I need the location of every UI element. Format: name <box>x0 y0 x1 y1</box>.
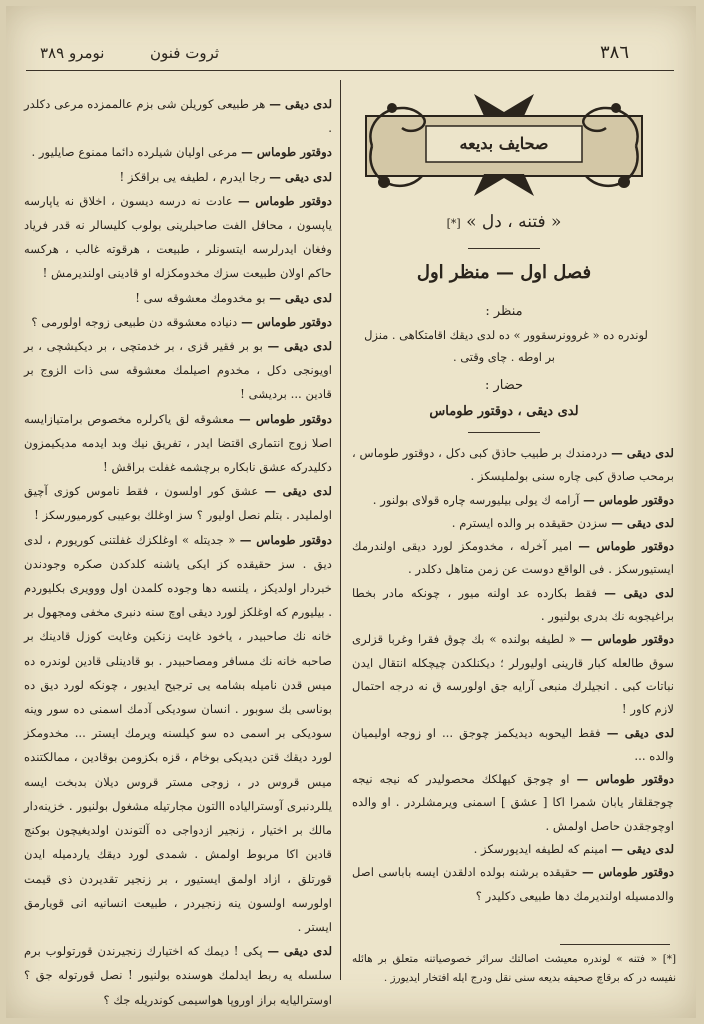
left-column-dialogue <box>24 92 332 1012</box>
dialogue-text: سزدن حقیقده بر والده ایسترم . <box>451 515 608 530</box>
speaker-name: دوقتور طوماس — <box>580 632 674 647</box>
dialogue-text: دردمندك بر طبیب حاذق كبی دكل ، دوقتور طوماس ، برمحب صادق كبی چاره سنی بولملیسكز . <box>352 446 674 484</box>
cast-list: لدی دیقی ، دوقتور طوماس <box>429 404 579 419</box>
dialogue-line <box>24 407 332 480</box>
dialogue-line <box>352 442 674 489</box>
dialogue-text: امیر آخرله ، مخدومكز لورد دیقی اولندرمك ایستیورسكز . فی الواقع دوست عن زمن متاهل دكلدر . <box>352 539 674 577</box>
dialogue-line <box>24 189 332 286</box>
dialogue-text: « جدیتله » اوغلكزك غفلتنی كوریورم ، لدی دیق . سز حقیقده كز ایكی یاشنه كلدكدن صكره وجودندن خبردار اولدیكز ، یلنسه دها وجوده كلمدن اول ووویری بكلیوردم . بیلیورم كه اوغلكز لورد دیقی اوچ سنه دنبری مخفی ومجهول بر خانه نك صاحبیدر ، یاخود غایت زنكین وغایت كوزل قادینك بر صاحبه خانه نك مسافر ومصاحبیدر . بو قادینلی قادین لوندره ده میس قدن نامیله بشامه یی ترجیح ایدیور ، چونكه لورد دیق ده بوناسی بك سوبور . انسان سودیكی آدمك اسمنی ده سور وینه سودیكی بر اسمی ده سو كیلسنه ویرمك ایستر ... مخدومكز لورد دیقك قتن دیدیكی بوخام ، قزه بكزومن بوقادین ، ممالكتنده میس قروس در ، زوجی مستر قروس دیلان بدبخت ایسه یللردنبری آوسترالیاده االتون مجارتیله مشغول بولنیور . خزینه‌دار مالك بر اختیار ، زنجیر ازدواجی ده آلتوندن اولدیغیچون بوكنج قادین اكا مربوط اولمش . شمدی لورد دیقك یاردمیله ایدن قورتلق ، ازاد اولمق ایستیور ، بر زنجیر تقدیردن ذی قیمت اولورسه اولسون ینه زنجیردر ، طبیعت انسانیه انی قویارمق ایستر . <box>24 532 332 934</box>
dialogue-line <box>24 92 332 140</box>
footnote-rule <box>560 944 670 945</box>
dialogue-text: فقط بكارده عد اولنه میور ، چونكه مادر بخطا براغیجوبه نك بدری بولنیور . <box>352 585 674 624</box>
journal-title-header: ثروت فنون <box>150 44 220 62</box>
header-rule <box>26 70 674 71</box>
footnote: [*] « فتنه » لوندره معیشت اصالتك سرائر خصوصیاتنه متعلق بر هائله نفیسه در كه برقاچ صحیفه بدیعه سنی نقل ودرج ایله افتخار ایدیورز . <box>352 953 676 984</box>
page-number-right: ٣٨٦ <box>600 42 630 63</box>
right-column-dialogue <box>352 442 674 908</box>
speaker-name: لدی دیقی — <box>269 97 333 111</box>
dialogue-text: پكی ! دیمك كه اختیارك زنجیرندن قورتولوب برم سلسله یه ربط ایدلمك هوسنده بولنیور ! نصل قورتوله جق ؟ اوستراليايه براز اوروپا هواسیمی كوندریله جك ؟ <box>24 944 332 1007</box>
speaker-name: لدی دیقی — <box>267 339 333 354</box>
dialogue-text: فقط الیحوبه دیدیكمز چوجق ... او زوجه اولیمیان والده ... <box>352 725 674 763</box>
speaker-name: دوقتور طوماس — <box>241 314 332 329</box>
dialogue-line <box>24 310 332 334</box>
dialogue-text: معشوقه لق یاكرلره مخصوص برامتیازایسه اصلا زوج انتماری اقتضا ایدر ، تفریق نیك وبد ایدمه مدیكیمزون دكلیدركه عشق نابكاره برچشمه غفلت براقش ! <box>24 411 332 475</box>
dialogue-line <box>352 722 674 769</box>
dialogue-line <box>24 334 332 407</box>
speaker-name: دوقتور طوماس — <box>576 772 675 787</box>
dialogue-text: « لطیفه بولنده » بك چوق فقرا وغربا قزلری سوق طالعله كبار قارینی اولیورلر ؛ دیكنلكدن چیچكله انتقال ایدن نباتات كبی . انجیلرك منبعی آرایه جق اولورسه ق نه درجه احتمال لازم كاور ! <box>352 632 674 717</box>
dialogue-text: عادت نه درسه دیسون ، اخلاق نه یاپارسه یاپسون ، محافل الفت صاحبلرینی بولوب كلیسالر نه قدر فریاد وفغان ایدرلرسه ایتسونلر ، طبیعت ، هرقوته غالب ، هركسه حاكم اولان طبیعت سزك مخدومكزله او قادینی اولندیرمش ! <box>24 193 332 281</box>
scene-description-line-1: لوندره ده « غروونرسقوور » ده لدی دیقك اقامتكاهی . منزل <box>364 328 648 342</box>
play-title <box>362 212 646 232</box>
dialogue-text: عشق كور اولسون ، فقط ناموس كوزی آچیق اولملیدر . بتلم نصل اولیور ؟ سز اوغلك بوعیبی كورمیورسكز ! <box>24 484 332 523</box>
dialogue-line <box>352 838 674 861</box>
dialogue-line <box>352 582 674 629</box>
dialogue-line <box>24 140 332 164</box>
dialogue-line <box>24 528 332 939</box>
dialogue-line <box>352 489 674 512</box>
title-rule <box>468 248 540 249</box>
speaker-name: دوقتور طوماس — <box>239 532 332 547</box>
speaker-name: دوقتور طوماس — <box>241 145 332 160</box>
dialogue-text: امینم كه لطیفه ایدیورسكز . <box>473 842 608 857</box>
dialogue-line <box>24 939 332 1012</box>
speaker-name: دوقتور طوماس — <box>583 492 674 507</box>
dialogue-text: بو بر فقیر قزی ، بر خدمتچی ، بر دیكیشچی ، بر اویونجی دكل ، مخدوم اصیلمك معشوقه سی ذات الزوج بر قادین ... بردیشی ! <box>24 339 332 402</box>
dialogue-text: بو مخدومك معشوقه سی ! <box>135 290 266 305</box>
speaker-name: لدی دیقی — <box>611 842 674 857</box>
dialogue-text: دنیاده معشوقه دن طبیعی زوجه اولورمی ؟ <box>31 314 238 329</box>
section-ornament <box>362 86 646 204</box>
speaker-name: دوقتور طوماس — <box>578 539 675 554</box>
speaker-name: لدی دیقی — <box>269 169 332 184</box>
speaker-name: دوقتور طوماس — <box>237 193 332 208</box>
scene-label: منظر : <box>485 304 523 319</box>
dialogue-line <box>24 479 332 527</box>
speaker-name: لدی دیقی — <box>611 515 674 530</box>
cast-rule <box>468 432 540 433</box>
speaker-name: لدی دیقی — <box>269 290 332 305</box>
dialogue-line <box>24 286 332 310</box>
speaker-name: لدی دیقی — <box>264 484 332 499</box>
dialogue-line <box>352 768 674 838</box>
dialogue-text: رجا ایدرم ، لطیفه یی براقكز ! <box>119 169 266 184</box>
dialogue-line <box>352 628 674 721</box>
cast-label: حضار : <box>484 378 524 393</box>
play-title-text: « فتنه ، دل » <box>466 212 562 232</box>
section-title: صحایف بدیعه <box>459 133 549 153</box>
speaker-name: لدی دیقی — <box>604 585 674 600</box>
dialogue-text: او چوجق كیهلكك محصولیدر كه نیجه نیجه چوجقلقار یابان شمرا اكا [ عشق ] اسمنی ویرمشلردر . او والده اوچوجقدن حاصل اولمش . <box>352 772 674 833</box>
speaker-name: دوقتور طوماس — <box>582 865 675 880</box>
page-number-left: نومرو ٣٨٩ <box>40 44 105 62</box>
dialogue-line <box>352 861 674 908</box>
dialogue-text: آرامه ك یولی بیلیورسه چاره قولای بولنور . <box>372 492 580 507</box>
dialogue-text: حقیقده برشنه بولده ادلقدن ایسه باباسی اصل والدمسیله اولندیرمك دها طبیعی دكلیدر ؟ <box>352 865 674 903</box>
scene-description-line-2: بر اوطه . چای وقتی . <box>453 350 555 364</box>
speaker-name: دوقتور طوماس — <box>239 411 333 426</box>
act-heading: فصل اول — منظر اول <box>416 262 592 283</box>
dialogue-line <box>24 165 332 189</box>
dialogue-line <box>352 535 674 582</box>
speaker-name: لدی دیقی — <box>611 446 674 460</box>
speaker-name: لدی دیقی — <box>606 725 674 740</box>
dialogue-text: هر طبیعی كوریلن شی بزم عالممزده مرعی دكلدر . <box>24 97 332 136</box>
dialogue-text: مرعی اولیان شیلرده دائما ممنوع صایلیور . <box>31 145 238 160</box>
speaker-name: لدی دیقی — <box>267 944 333 959</box>
column-divider <box>340 80 341 980</box>
footnote-marker: [*] <box>446 217 461 230</box>
dialogue-line <box>352 512 674 535</box>
